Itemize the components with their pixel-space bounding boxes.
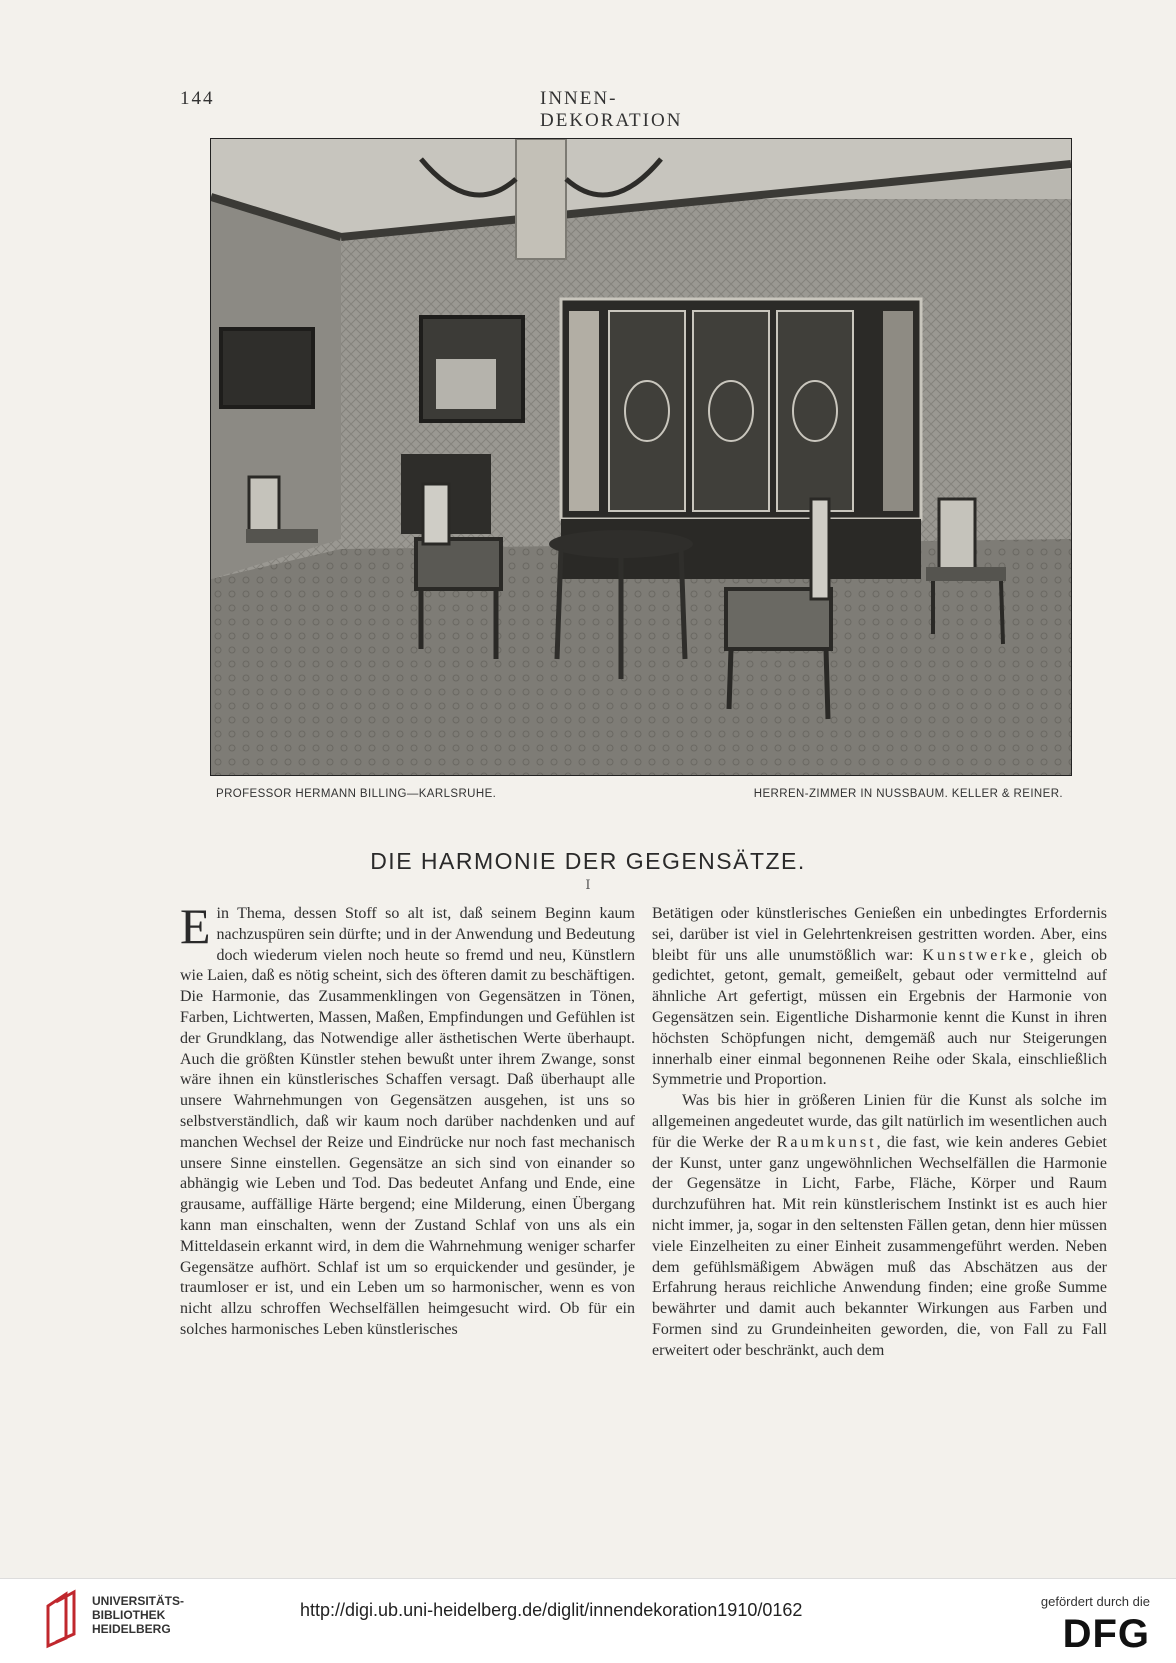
caption-left: PROFESSOR HERMANN BILLING—KARLSRUHE. — [216, 788, 497, 800]
dfg-logo: DFG — [1062, 1612, 1150, 1656]
university-library-logo-icon — [42, 1588, 82, 1650]
page-number: 144 — [180, 88, 215, 109]
library-name-line: HEIDELBERG — [92, 1622, 171, 1636]
paragraph-text: Was bis hier in größeren Linien für die Kunst als solche im allgemeinen angedeutet wurde, das gilt natürlich im wesentlichen auch für die Werke der — [652, 1092, 1107, 1151]
permalink-url[interactable]: http://digi.ub.uni-heidelberg.de/diglit/innendekoration1910/0162 — [300, 1600, 803, 1620]
text-column-left — [180, 898, 635, 1341]
library-name-line: BIBLIOTHEK — [92, 1608, 166, 1622]
paragraph-text: , gleich ob gedichtet, getont, gemalt, gemeißelt, gebaut oder vermittelnd auf ähnliche Art gefertigt, müssen ein Ergebnis der Harmonie von Gegensätzen sein. Eigentliche Disharmonie kennt die Kunst in ihren höchsten Schöpfungen nicht, demgemäß auch nur Steigerungen innerhalb einer einmal begonnenen Reihe oder Skala, einschließlich Symmetrie und Proportion. — [652, 946, 1108, 1089]
paragraph-text: , die fast, wie kein anderes Gebiet der Kunst, unter ganz ungewöhnlichen Wechselfällen die Harmonie der Gegensätze in Licht, Farbe, Fläche, Körper und Raum durchzuführen hat. Mit rein künstlerischem Instinkt ist es auch hier nicht immer, ja, sogar in den seltensten Fällen getan, denn hier müssen viele Einzelheiten zu einer Einheit zusammengeführt werden. Neben dem gefühlsmäßigem Abwägen muß das Abschätzen aus der Erfahrung heraus reichliche Anwendung finden; eine große Summe bewährter und damit auch bekannter Wirkungen aus Farben und Formen sind zu Grundeinheiten geworden, die, von Fall zu Fall erweitert oder beschränkt, auch dem — [652, 1133, 1107, 1359]
library-name-line: UNIVERSITÄTS- — [92, 1594, 185, 1608]
paragraph — [652, 1091, 1107, 1361]
paragraph — [180, 898, 635, 1341]
article-title: DIE HARMONIE DER GEGENSÄTZE. — [370, 848, 806, 874]
funded-by-text: gefördert durch die — [1040, 1594, 1150, 1609]
paragraph-text: Betätigen oder künstlerisches Genießen ein unbedingtes Erfordernis sei, darüber ist viel in Gelehrtenkreisen gestritten worden. Aber, eins bleibt für uns alle unumstößlich war: — [652, 905, 1107, 964]
emphasis-text: Kunstwerke — [922, 946, 1030, 964]
paragraph-text: in Thema, dessen Stoff so alt ist, daß seinem Beginn kaum nachzuspüren sein dürfte; und in der Anwendung und Bedeutung doch wiederum vielen noch heute so fremd und neu, Künstlern wie Laien, daß es nötig scheint, sich des öfteren damit zu beschäftigen. Die Harmonie, das Zusammenklingen von Gegensätzen in Tönen, Farben, Lichtwerten, Massen, Maßen, Empfindungen und Gefühlen ist der Grundklang, das Notwendige aller ästhetischen Werte überhaupt. Auch die größten Künstler stehen bewußt unter ihrem Zwange, sonst wäre ihnen ein künstlerisches Schaffen versagt. Daß überhaupt alle unsere Wahrnehmungen von Gegensätzen ausgehen, ist uns so selbstverständlich, daß wir kaum noch darüber nachdenken und auf manchen Wechsel der Reize und Eindrücke nur noch fast mechanisch unsere Sinne einstellen. Gegensätze an sich sind von einander so abhängig wie Leben und Tod. Das bedeutet Anfang und Ende, eine grausame, auffällige Härte bergend; eine Milderung, einen Übergang kann man einschalten, wenn der Zustand Schlaf von uns als ein Mitteldasein erkannt wird, in dem die Wahrnehmung weniger scharfer Gegensätze aufhört. Schlaf ist um so erquickender und gesünder, je traumloser er ist, und ein Leben um so harmonischer, wenn es von nicht allzu schroffen Wechselfällen heimgesucht wird. Ob für ein solches harmonisches Leben künstlerisches — [180, 905, 635, 1338]
paragraph — [652, 904, 1107, 1091]
dropcap: E — [180, 898, 211, 954]
article-part: I — [585, 878, 591, 893]
library-name — [92, 1594, 184, 1636]
caption-right: HERREN-ZIMMER IN NUSSBAUM. KELLER & REINER. — [753, 788, 1063, 800]
running-title: INNEN-DEKORATION — [540, 88, 683, 131]
text-column-right — [652, 904, 1107, 1362]
emphasis-text: Raumkunst — [776, 1133, 877, 1151]
interior-photograph — [210, 138, 1072, 776]
